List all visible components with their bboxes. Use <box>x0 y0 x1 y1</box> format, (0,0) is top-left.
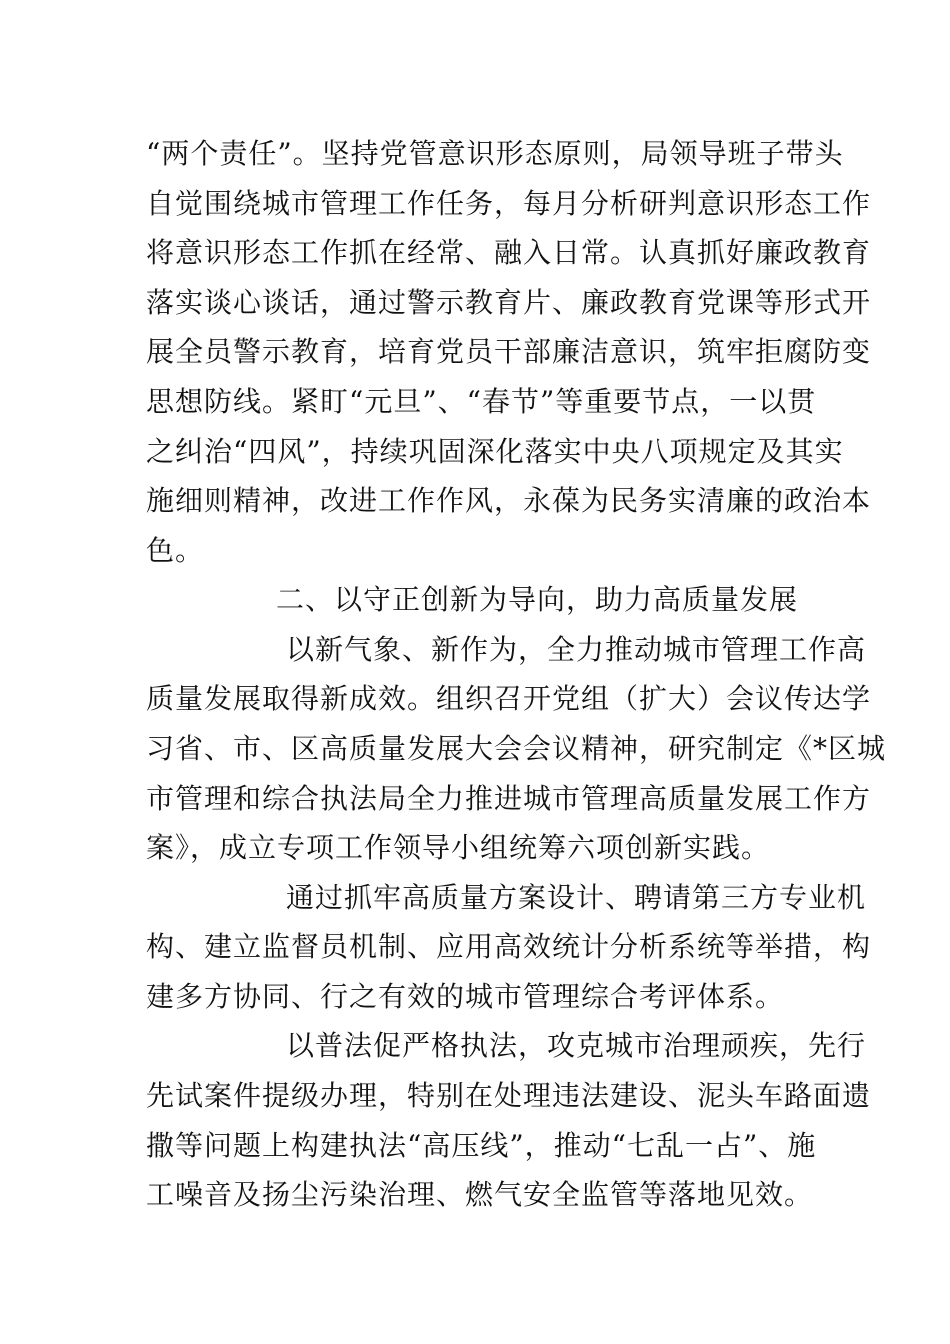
paragraph-1-line-3: 将意识形态工作抓在经常、融入日常。认真抓好廉政教育 <box>146 236 872 269</box>
paragraph-1-line-7: 之纠治“四风”，持续巩固深化落实中央八项规定及其实 <box>146 435 844 468</box>
paragraph-1-line-8: 施细则精神，改进工作作风，永葆为民务实清廉的政治本 <box>146 484 872 517</box>
paragraph-2-line-2: 质量发展取得新成效。组织召开党组（扩大）会议传达学 <box>146 682 872 715</box>
paragraph-1-line-2: 自觉围绕城市管理工作任务，每月分析研判意识形态工作 <box>146 187 872 220</box>
paragraph-3-line-3: 建多方协同、行之有效的城市管理综合考评体系。 <box>146 980 785 1013</box>
paragraph-4-line-1: 以普法促严格执法，攻克城市治理顽疾，先行 <box>286 1029 867 1062</box>
paragraph-4-line-3: 撒等问题上构建执法“高压线”，推动“七乱一占”、施 <box>146 1129 817 1162</box>
paragraph-1-line-6: 思想防线。紧盯“元旦”、“春节”等重要节点，一以贯 <box>146 385 817 418</box>
paragraph-4-line-2: 先试案件提级办理，特别在处理违法建设、泥头车路面遗 <box>146 1079 872 1112</box>
paragraph-2-line-1: 以新气象、新作为，全力推动城市管理工作高 <box>286 633 867 666</box>
paragraph-2-line-4: 市管理和综合执法局全力推进城市管理高质量发展工作方 <box>146 782 872 815</box>
section-heading: 二、以守正创新为导向，助力高质量发展 <box>276 583 799 616</box>
paragraph-1-line-9: 色。 <box>146 534 205 567</box>
paragraph-2-line-3: 习省、市、区高质量发展大会会议精神，研究制定《*区城 <box>146 732 887 765</box>
paragraph-2-line-5: 案》，成立专项工作领导小组统筹六项创新实践。 <box>146 831 771 864</box>
paragraph-1-line-1: “两个责任”。坚持党管意识形态原则，局领导班子带头 <box>146 137 844 170</box>
paragraph-3-line-2: 构、建立监督员机制、应用高效统计分析系统等举措，构 <box>146 930 872 963</box>
paragraph-1-line-5: 展全员警示教育，培育党员干部廉洁意识，筑牢拒腐防变 <box>146 335 872 368</box>
paragraph-3-line-1: 通过抓牢高质量方案设计、聘请第三方专业机 <box>286 881 867 914</box>
paragraph-4-line-4: 工噪音及扬尘污染治理、燃气安全监管等落地见效。 <box>146 1178 814 1211</box>
paragraph-1-line-4: 落实谈心谈话，通过警示教育片、廉政教育党课等形式开 <box>146 286 872 319</box>
